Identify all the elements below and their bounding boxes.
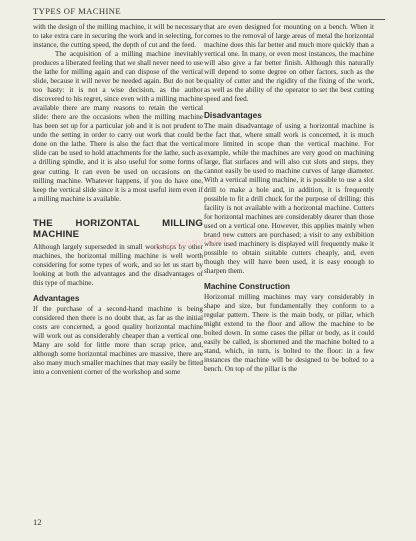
watermark: bookcopyright [154,232,228,254]
section-heading: THE HORIZONTAL MILLING MACHINE [33,217,203,240]
left-column [33,23,203,377]
page-number: 12 [33,517,42,527]
paragraph: that are even designed for mounting on a bench. When it comes to the removal of large areas of metal the horizontal machine does this far better and much more quickly than a vertical one. In many, or even most instances, the machine will also give a far better finish. Although this naturally will depend to some degree on other factors, such as the quality of cutter and the rigidity of the fixing of the work, as well as the ability of the operator to set the best cutting speed and feed. [204,23,374,104]
paragraph: The main disadvantage of using a horizontal machine is the fact that, where small work is concerned, it is much more limited in scope than the vertical machine. For example, while the machines are very good on machining large, flat surfaces and will also cut slots and steps, they cannot easily be used to machine curves of large diameter. With a vertical milling machine, it is possible to use a slot drill to make a hole and, in addition, it is frequently possible to fit a drill chuck for the purpose of drilling: this facility is not available with a horizontal machine. Cutters for horizontal machines are considerably dearer than those used on a vertical one. However, this applies mainly when brand new cutters are purchased; a visit to any exhibition where used machinery is displayed will frequently make it possible to obtain suitable cutters cheaply, and, even though they will have been used, it is easy enough to sharpen them. [204,122,374,275]
right-column [204,23,374,374]
subheading-machine-construction: Machine Construction [204,281,290,291]
running-head: TYPES OF MACHINE [33,6,122,16]
subheading-advantages: Advantages [33,293,80,303]
paragraph: with the design of the milling machine, it will be necessary to take extra care in securing the work and in selecting, for instance, the cutting speed, the depth of cut and the feed. [33,23,203,50]
header-rule [33,19,385,20]
paragraph: Horizontal milling machines may vary considerably in shape and size, but fundamentally they conform to a regular pattern. There is the main body, or pillar, which might extend to the floor and allow the machine to be bolted down. In some cases the pillar or body, as it could easily be called, is shortened and the machine bolted to a stand, which, in turn, is bolted to the floor: in a few instances the machine will be designed to be bolted to a bench. On top of the pillar is the [204,292,374,374]
paragraph: The acquisition of a milling machine inevitably produces a liberated feeling that we shall never need to use the lathe for milling again and can dispose of the vertical slide, because it will never be needed again. But do not be too hasty: it is not a wise decision, as the author discovered to his regret, since even with a milling machine available there are many reasons to retain the vertical slide: there are the occasions when the milling machine has been set up for a particular job and it is not prudent to undo the setting in order to carry out work that could be done on the lathe. There is also the fact that the vertical slide can be used to hold attachments for the lathe, such as a drilling spindle, and it is also useful for some forms of gear cutting. It can even be used on occasions on the milling machine. Whatever happens, if you do have one, keep the vertical slide since it is a most useful item even if a milling machine is available. [33,50,203,203]
paragraph: Although largely superseded in small workshops by other machines, the horizontal milling machine is well worth considering for some types of work, and so let us start by looking at both the advantages and the disadvantages of this type of machine. [33,242,203,287]
paragraph: If the purchase of a second-hand machine is being considered then there is no doubt that, as far as the initial costs are concerned, a good quality horizontal machine will work out as considerably cheaper than a vertical one. Many are sold for little more than scrap price, and, although some horizontal machines are massive, there are also many much smaller machines that may easily be fitted into a convenient corner of the workshop and some [33,304,203,376]
subheading-disadvantages: Disadvantages [204,111,262,121]
